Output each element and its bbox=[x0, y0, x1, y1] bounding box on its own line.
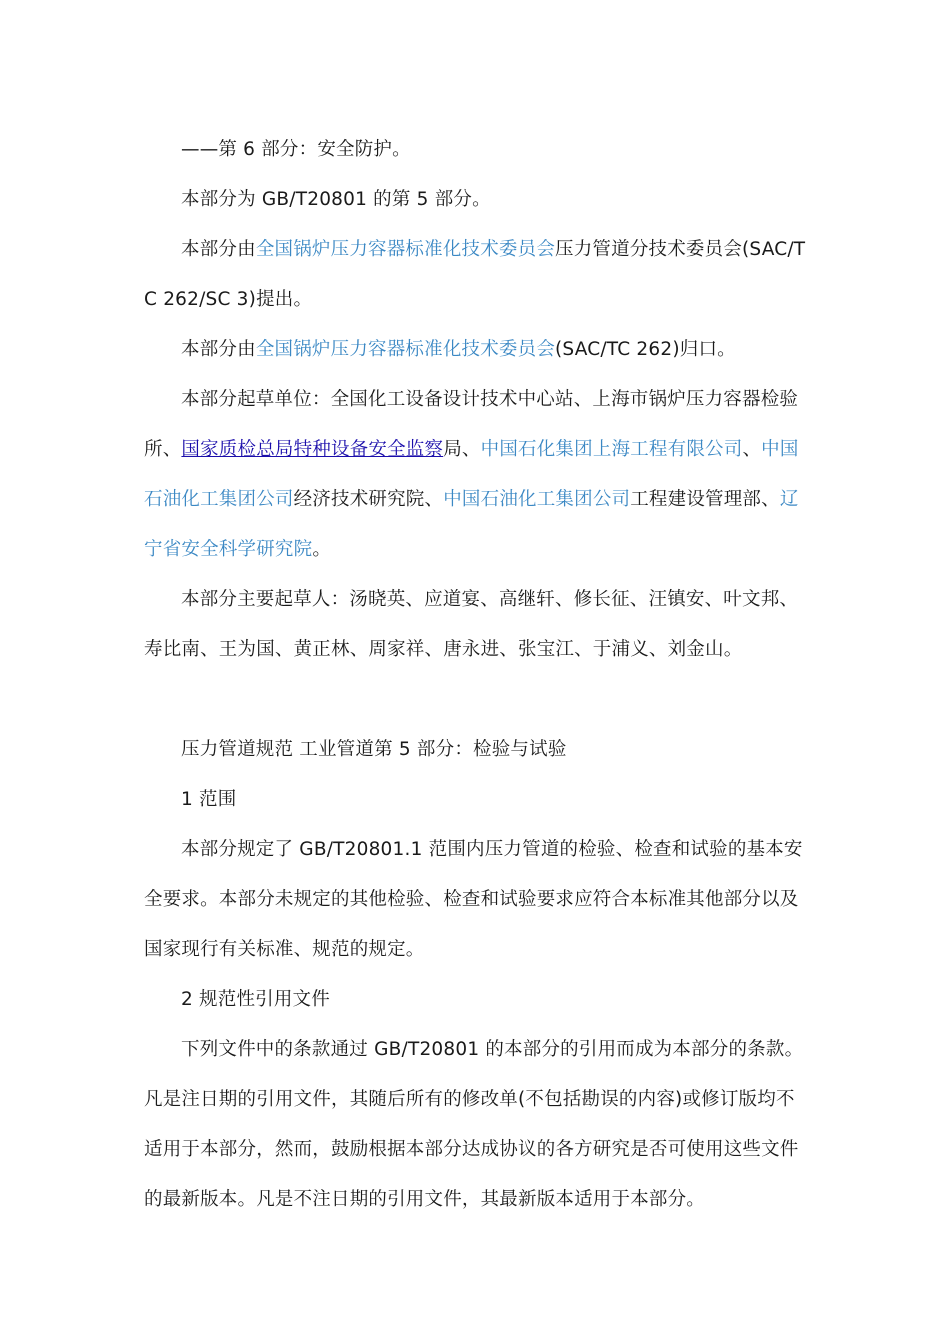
text-fragment: 本部分由 bbox=[181, 239, 256, 260]
paragraph-centralized-by bbox=[144, 325, 812, 375]
section-text-references: 下列文件中的条款通过 GB/T20801 的本部分的引用而成为本部分的条款。凡是注日期的引用文件，其随后所有的修改单(不包括勘误的内容)或修订版均不适用于本部分，然而，鼓励根据本部分达成协议的各方研究是否可使用这些文件的最新版本。凡是不注日期的引用文件，其最新版本适用于本部分。 bbox=[144, 1039, 804, 1210]
link-boiler-committee[interactable]: 全国锅炉压力容器标准化技术委员会 bbox=[255, 239, 556, 260]
link-sinopec-group-2[interactable]: 中国石油化工集团公司 bbox=[443, 489, 631, 510]
link-aqsiq-inspection[interactable]: 国家质检总局特种设备安全监察 bbox=[181, 439, 444, 460]
paragraph-part6: ——第 6 部分：安全防护。 bbox=[181, 139, 411, 160]
text-fragment: 、 bbox=[742, 439, 762, 460]
link-boiler-committee[interactable]: 全国锅炉压力容器标准化技术委员会 bbox=[255, 339, 556, 360]
text-fragment: 经济技术研究院、 bbox=[293, 489, 444, 510]
text-fragment: 本部分起草单位：全国化工设备设计技术中心站、上海市锅炉压力容器检验所、 bbox=[144, 389, 799, 460]
section-heading-scope: 1 范围 bbox=[181, 789, 237, 810]
link-liaoning-safety-institute[interactable]: 辽宁省安全科学研究院 bbox=[144, 489, 799, 560]
text-fragment: 本部分由 bbox=[181, 339, 256, 360]
paragraph-drafting-units bbox=[144, 375, 812, 575]
document-page bbox=[144, 125, 812, 1225]
link-sinopec-shanghai-engineering[interactable]: 中国石化集团上海工程有限公司 bbox=[480, 439, 743, 460]
document-title: 压力管道规范 工业管道第 5 部分：检验与试验 bbox=[181, 739, 567, 760]
paragraph-part-number: 本部分为 GB/T20801 的第 5 部分。 bbox=[181, 189, 491, 210]
link-sinopec-group[interactable]: 中国石油化工集团公司 bbox=[144, 439, 799, 510]
paragraph-proposed-by bbox=[144, 225, 812, 325]
text-fragment: 。 bbox=[312, 539, 332, 560]
paragraph-drafters: 本部分主要起草人：汤晓英、应道宴、高继轩、修长征、汪镇安、叶文邦、寿比南、王为国、黄正林、周家祥、唐永进、张宝江、于浦义、刘金山。 bbox=[144, 589, 799, 660]
text-fragment: 局、 bbox=[443, 439, 481, 460]
section-heading-references: 2 规范性引用文件 bbox=[181, 989, 330, 1010]
text-fragment: 工程建设管理部、 bbox=[630, 489, 780, 510]
text-fragment: 压力管道分技术委员会(SAC/TC 262/SC 3)提出。 bbox=[144, 239, 806, 310]
section-text-scope: 本部分规定了 GB/T20801.1 范围内压力管道的检验、检查和试验的基本安全要求。本部分未规定的其他检验、检查和试验要求应符合本标准其他部分以及国家现行有关标准、规范的规定。 bbox=[144, 839, 803, 960]
text-fragment: (SAC/TC 262)归口。 bbox=[555, 339, 736, 360]
